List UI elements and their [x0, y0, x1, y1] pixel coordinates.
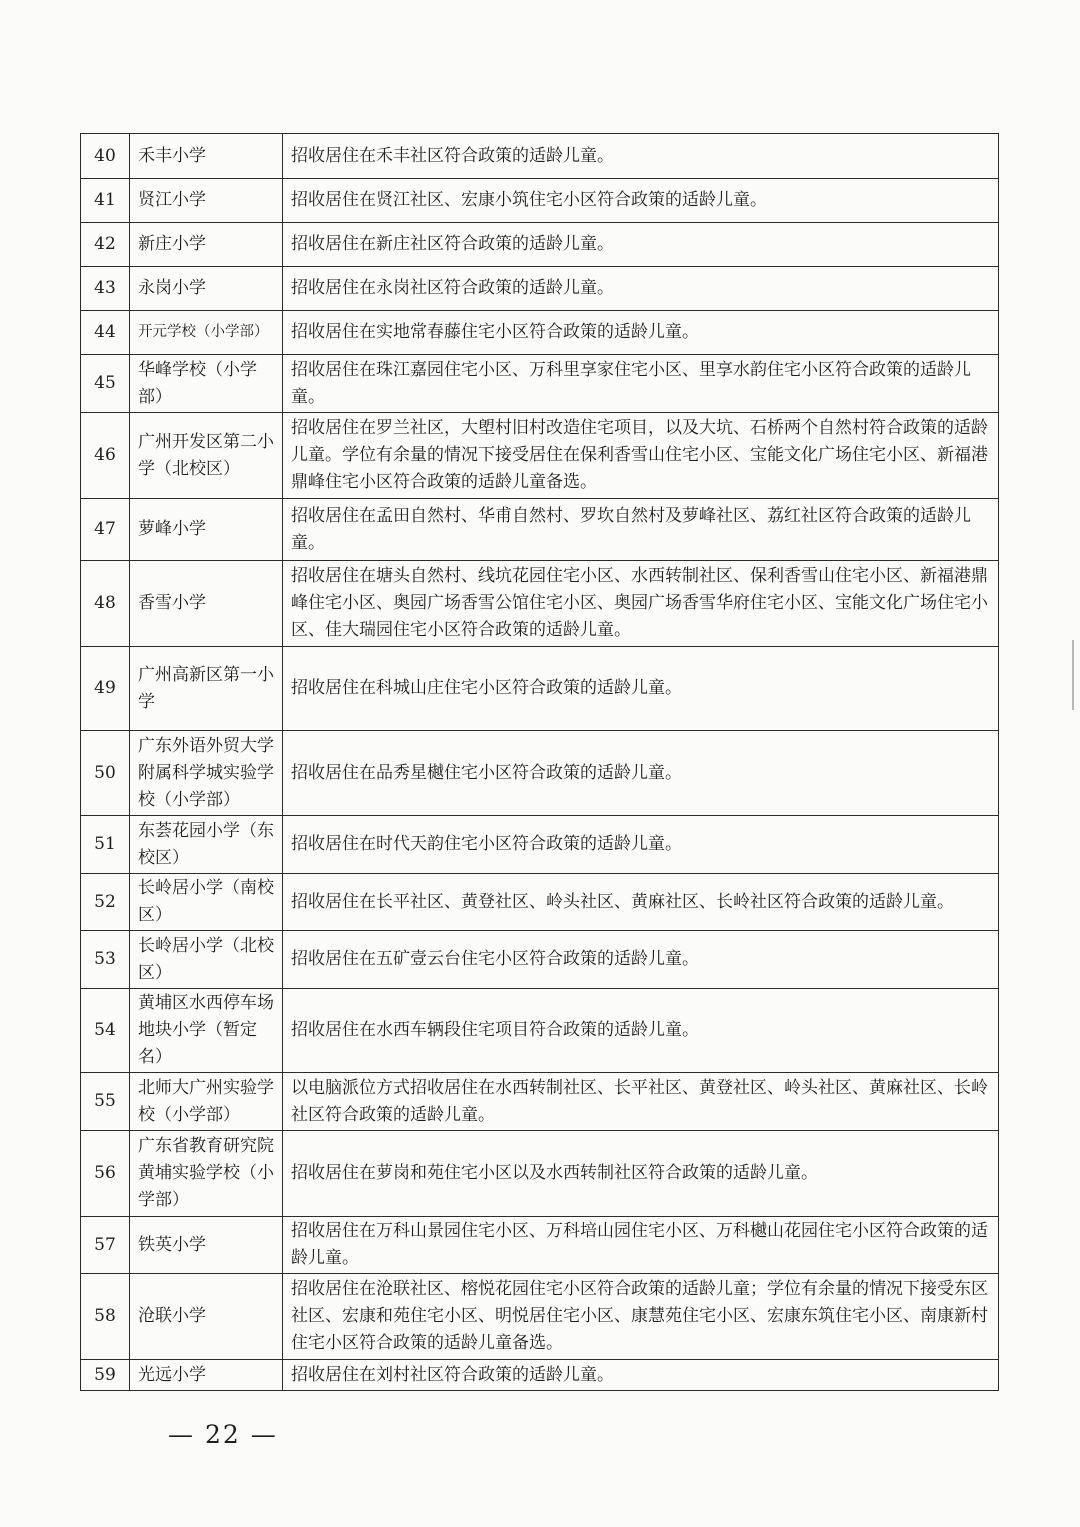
table-row	[81, 731, 999, 816]
enrollment-description: 招收居住在水西车辆段住宅项目符合政策的适龄儿童。	[283, 989, 999, 1073]
enrollment-description: 招收居住在贤江社区、宏康小筑住宅小区符合政策的适龄儿童。	[283, 179, 999, 223]
row-number: 59	[81, 1360, 130, 1391]
enrollment-description: 招收居住在万科山景园住宅小区、万科培山园住宅小区、万科樾山花园住宅小区符合政策的适龄儿童。	[283, 1217, 999, 1274]
row-number: 53	[81, 931, 130, 989]
row-number: 58	[81, 1274, 130, 1360]
table-row	[81, 134, 999, 179]
school-enrollment-table	[80, 133, 999, 1391]
table-row	[81, 355, 999, 413]
table-row	[81, 1073, 999, 1131]
school-name: 新庄小学	[130, 223, 283, 267]
table-row	[81, 1274, 999, 1360]
school-name: 华峰学校（小学部）	[130, 355, 283, 413]
table-row	[81, 561, 999, 647]
table-row	[81, 816, 999, 874]
enrollment-description: 招收居住在科城山庄住宅小区符合政策的适龄儿童。	[283, 647, 999, 731]
row-number: 42	[81, 223, 130, 267]
row-number: 51	[81, 816, 130, 874]
table-row	[81, 989, 999, 1073]
table-row	[81, 1360, 999, 1391]
row-number: 50	[81, 731, 130, 816]
enrollment-description: 招收居住在罗兰社区，大塱村旧村改造住宅项目，以及大坑、石桥两个自然村符合政策的适龄儿童。学位有余量的情况下接受居住在保利香雪山住宅小区、宝能文化广场住宅小区、新福港鼎峰住宅小区符合政策的适龄儿童备选。	[283, 413, 999, 499]
enrollment-description: 招收居住在实地常春藤住宅小区符合政策的适龄儿童。	[283, 311, 999, 355]
row-number: 44	[81, 311, 130, 355]
row-number: 55	[81, 1073, 130, 1131]
scan-edge-shadow	[1072, 640, 1074, 710]
table-row	[81, 647, 999, 731]
row-number: 47	[81, 499, 130, 561]
school-name: 长岭居小学（南校区）	[130, 874, 283, 931]
page-number: — 22 —	[168, 1420, 278, 1449]
enrollment-description: 以电脑派位方式招收居住在水西转制社区、长平社区、黄登社区、岭头社区、黄麻社区、长岭社区符合政策的适龄儿童。	[283, 1073, 999, 1131]
enrollment-description: 招收居住在品秀星樾住宅小区符合政策的适龄儿童。	[283, 731, 999, 816]
school-name: 东荟花园小学（东校区）	[130, 816, 283, 874]
table-row	[81, 223, 999, 267]
table-row	[81, 413, 999, 499]
enrollment-description: 招收居住在孟田自然村、华甫自然村、罗坎自然村及萝峰社区、荔红社区符合政策的适龄儿童。	[283, 499, 999, 561]
table-row	[81, 267, 999, 311]
table-row	[81, 311, 999, 355]
enrollment-description: 招收居住在永岗社区符合政策的适龄儿童。	[283, 267, 999, 311]
enrollment-description: 招收居住在沧联社区、榕悦花园住宅小区符合政策的适龄儿童；学位有余量的情况下接受东区社区、宏康和苑住宅小区、明悦居住宅小区、康慧苑住宅小区、宏康东筑住宅小区、南康新村住宅小区符合政策的适龄儿童备选。	[283, 1274, 999, 1360]
enrollment-description: 招收居住在萝岗和苑住宅小区以及水西转制社区符合政策的适龄儿童。	[283, 1131, 999, 1217]
school-name: 禾丰小学	[130, 134, 283, 179]
table-row	[81, 1131, 999, 1217]
school-name: 贤江小学	[130, 179, 283, 223]
school-name: 开元学校（小学部）	[130, 311, 283, 355]
school-name: 铁英小学	[130, 1217, 283, 1274]
row-number: 46	[81, 413, 130, 499]
school-name: 永岗小学	[130, 267, 283, 311]
table-row	[81, 874, 999, 931]
school-name: 广州开发区第二小学（北校区）	[130, 413, 283, 499]
row-number: 40	[81, 134, 130, 179]
school-name: 广东省教育研究院黄埔实验学校（小学部）	[130, 1131, 283, 1217]
table-row	[81, 499, 999, 561]
school-name: 北师大广州实验学校（小学部）	[130, 1073, 283, 1131]
school-name: 黄埔区水西停车场地块小学（暂定名）	[130, 989, 283, 1073]
school-name: 广东外语外贸大学附属科学城实验学校（小学部）	[130, 731, 283, 816]
row-number: 49	[81, 647, 130, 731]
enrollment-description: 招收居住在刘村社区符合政策的适龄儿童。	[283, 1360, 999, 1391]
row-number: 45	[81, 355, 130, 413]
row-number: 57	[81, 1217, 130, 1274]
school-name: 广州高新区第一小学	[130, 647, 283, 731]
table-row	[81, 179, 999, 223]
school-name: 光远小学	[130, 1360, 283, 1391]
row-number: 56	[81, 1131, 130, 1217]
row-number: 54	[81, 989, 130, 1073]
enrollment-description: 招收居住在珠江嘉园住宅小区、万科里享家住宅小区、里享水韵住宅小区符合政策的适龄儿童。	[283, 355, 999, 413]
enrollment-description: 招收居住在时代天韵住宅小区符合政策的适龄儿童。	[283, 816, 999, 874]
row-number: 48	[81, 561, 130, 647]
enrollment-description: 招收居住在塘头自然村、线坑花园住宅小区、水西转制社区、保利香雪山住宅小区、新福港鼎峰住宅小区、奥园广场香雪公馆住宅小区、奥园广场香雪华府住宅小区、宝能文化广场住宅小区、佳大瑞园住宅小区符合政策的适龄儿童。	[283, 561, 999, 647]
school-name: 长岭居小学（北校区）	[130, 931, 283, 989]
enrollment-description: 招收居住在新庄社区符合政策的适龄儿童。	[283, 223, 999, 267]
row-number: 52	[81, 874, 130, 931]
school-name: 沧联小学	[130, 1274, 283, 1360]
school-name: 香雪小学	[130, 561, 283, 647]
row-number: 43	[81, 267, 130, 311]
row-number: 41	[81, 179, 130, 223]
school-name: 萝峰小学	[130, 499, 283, 561]
table-row	[81, 1217, 999, 1274]
enrollment-description: 招收居住在禾丰社区符合政策的适龄儿童。	[283, 134, 999, 179]
enrollment-description: 招收居住在长平社区、黄登社区、岭头社区、黄麻社区、长岭社区符合政策的适龄儿童。	[283, 874, 999, 931]
enrollment-description: 招收居住在五矿壹云台住宅小区符合政策的适龄儿童。	[283, 931, 999, 989]
table-row	[81, 931, 999, 989]
